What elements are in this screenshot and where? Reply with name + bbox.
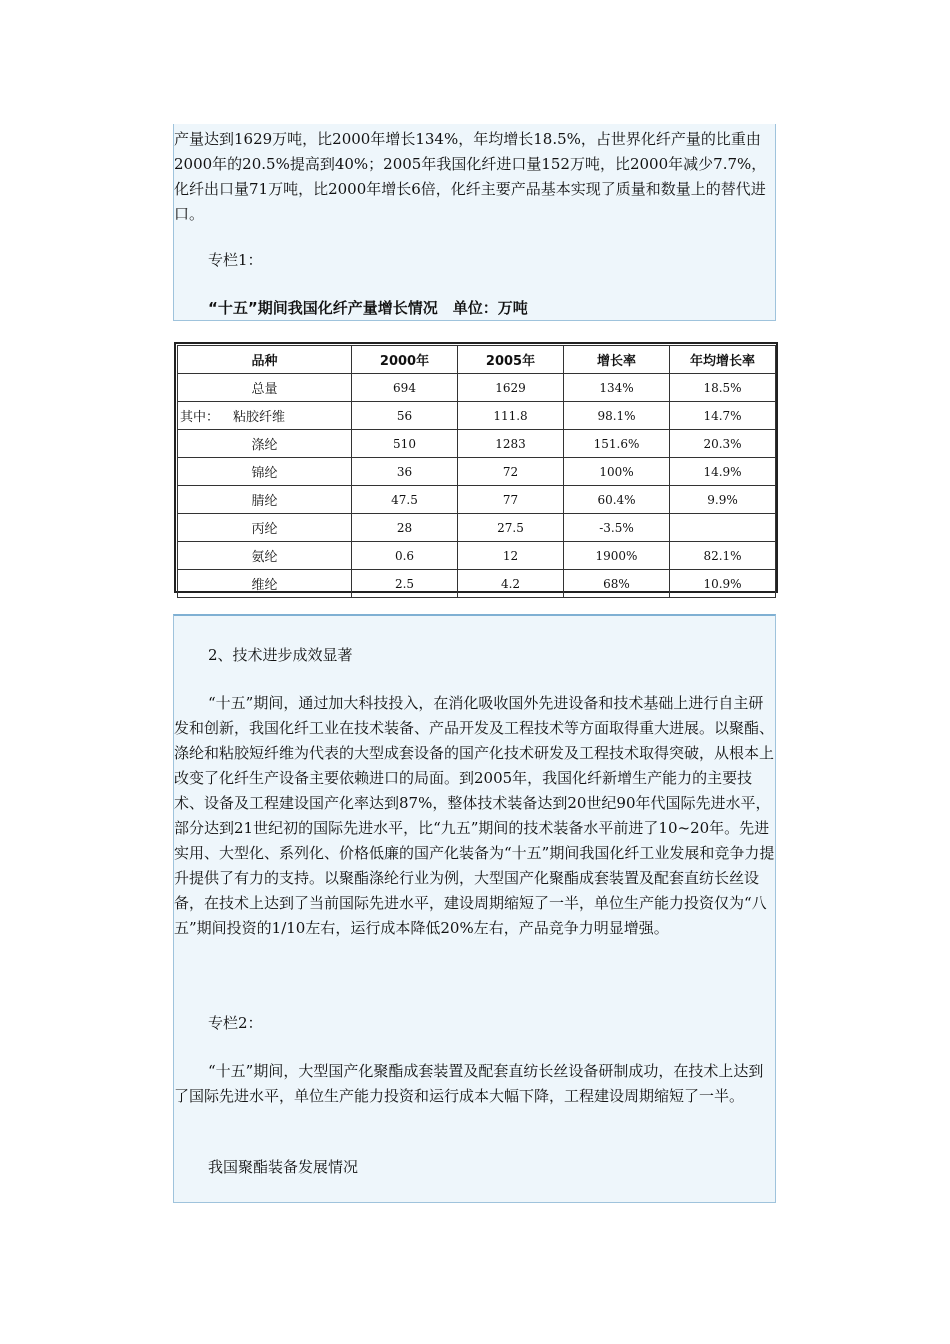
variety-name: 腈纶 — [251, 494, 278, 509]
cell-annual — [670, 514, 776, 542]
table-row — [178, 402, 776, 430]
cell-annual: 18.5% — [670, 374, 776, 402]
fiber-output-table — [174, 342, 778, 593]
cell-growth: 100% — [564, 458, 670, 486]
cell-growth: -3.5% — [564, 514, 670, 542]
header-growth: 增长率 — [564, 346, 670, 374]
cell-annual: 20.3% — [670, 430, 776, 458]
cell-annual: 82.1% — [670, 542, 776, 570]
cell-variety — [178, 458, 352, 486]
cell-y2005: 27.5 — [458, 514, 564, 542]
cell-growth: 151.6% — [564, 430, 670, 458]
cell-y2005: 1283 — [458, 430, 564, 458]
table-header-row — [178, 346, 776, 374]
body-paragraph-1: “十五”期间，通过加大科技投入，在消化吸收国外先进设备和技术基础上进行自主研发和创新，我国化纤工业在技术装备、产品开发及工程技术等方面取得重大进展。以聚酯、涤纶和粘胶短纤维为代表的大型成套设备的国产化技术研发及工程技术取得突破，从根本上改变了化纤生产设备主要依赖进口的局面。到2005年，我国化纤新增生产能力的主要技术、设备及工程建设国产化率达到87%，整体技术装备达到20世纪90年代国际先进水平，部分达到21世纪初的国际先进水平，比“九五”期间的技术装备水平前进了10~20年。先进实用、大型化、系列化、价格低廉的国产化装备为“十五”期间我国化纤工业发展和竞争力提升提供了有力的支持。以聚酯涤纶行业为例，大型国产化聚酯成套装置及配套直纺长丝设备，在技术上达到了当前国际先进水平，建设周期缩短了一半，单位生产能力投资仅为“八五”期间投资的1/10左右，运行成本降低20%左右，产品竞争力明显增强。 — [174, 694, 775, 937]
variety-name: 氨纶 — [251, 550, 278, 565]
cell-y2000: 56 — [352, 402, 458, 430]
content-panel-1 — [173, 124, 776, 321]
cell-variety — [178, 542, 352, 570]
table-row — [178, 514, 776, 542]
header-2000: 2000年 — [352, 346, 458, 374]
cell-y2000: 47.5 — [352, 486, 458, 514]
cell-growth: 98.1% — [564, 402, 670, 430]
cell-growth: 68% — [564, 570, 670, 598]
content-panel-2 — [173, 614, 776, 1203]
subheading: 我国聚酯装备发展情况 — [208, 1158, 359, 1176]
cell-y2000: 2.5 — [352, 570, 458, 598]
table-row — [178, 374, 776, 402]
section-heading: 2、技术进步成效显著 — [208, 646, 353, 664]
variety-name: 涤纶 — [251, 438, 278, 453]
column-2-label: 专栏2： — [208, 1014, 263, 1032]
cell-annual: 10.9% — [670, 570, 776, 598]
column-1-label: 专栏1： — [208, 251, 263, 269]
cell-y2000: 28 — [352, 514, 458, 542]
table-row — [178, 430, 776, 458]
cell-y2000: 0.6 — [352, 542, 458, 570]
cell-y2000: 36 — [352, 458, 458, 486]
intro-paragraph: 产量达到1629万吨，比2000年增长134%，年均增长18.5%，占世界化纤产量的比重由2000年的20.5%提高到40%；2005年我国化纤进口量152万吨，比2000年减少7.7%，化纤出口量71万吨，比2000年增长6倍，化纤主要产品基本实现了质量和数量上的替代进口。 — [174, 130, 767, 223]
cell-y2005: 1629 — [458, 374, 564, 402]
variety-name: 丙纶 — [251, 522, 278, 537]
cell-y2005: 4.2 — [458, 570, 564, 598]
table-row — [178, 458, 776, 486]
cell-y2005: 77 — [458, 486, 564, 514]
header-annual-growth: 年均增长率 — [670, 346, 776, 374]
cell-variety — [178, 514, 352, 542]
table-title: “十五”期间我国化纤产量增长情况 单位：万吨 — [208, 299, 528, 317]
cell-variety — [178, 374, 352, 402]
cell-variety — [178, 486, 352, 514]
header-2005: 2005年 — [458, 346, 564, 374]
cell-y2005: 111.8 — [458, 402, 564, 430]
body-paragraph-2: “十五”期间，大型国产化聚酯成套装置及配套直纺长丝设备研制成功，在技术上达到了国际先进水平，单位生产能力投资和运行成本大幅下降，工程建设周期缩短了一半。 — [174, 1062, 764, 1105]
cell-growth: 60.4% — [564, 486, 670, 514]
cell-variety — [178, 402, 352, 430]
table-row — [178, 486, 776, 514]
cell-annual: 14.9% — [670, 458, 776, 486]
cell-growth: 1900% — [564, 542, 670, 570]
cell-y2005: 72 — [458, 458, 564, 486]
row-prefix: 其中： — [180, 410, 220, 425]
cell-y2005: 12 — [458, 542, 564, 570]
cell-annual: 14.7% — [670, 402, 776, 430]
cell-growth: 134% — [564, 374, 670, 402]
cell-annual: 9.9% — [670, 486, 776, 514]
table-row — [178, 542, 776, 570]
variety-name: 总量 — [251, 382, 278, 397]
variety-name: 维纶 — [251, 578, 278, 593]
variety-name: 粘胶纤维 — [233, 410, 286, 425]
table-row — [178, 570, 776, 598]
cell-y2000: 694 — [352, 374, 458, 402]
header-variety: 品种 — [178, 346, 352, 374]
cell-variety — [178, 430, 352, 458]
variety-name: 锦纶 — [251, 466, 278, 481]
cell-variety — [178, 570, 352, 598]
cell-y2000: 510 — [352, 430, 458, 458]
